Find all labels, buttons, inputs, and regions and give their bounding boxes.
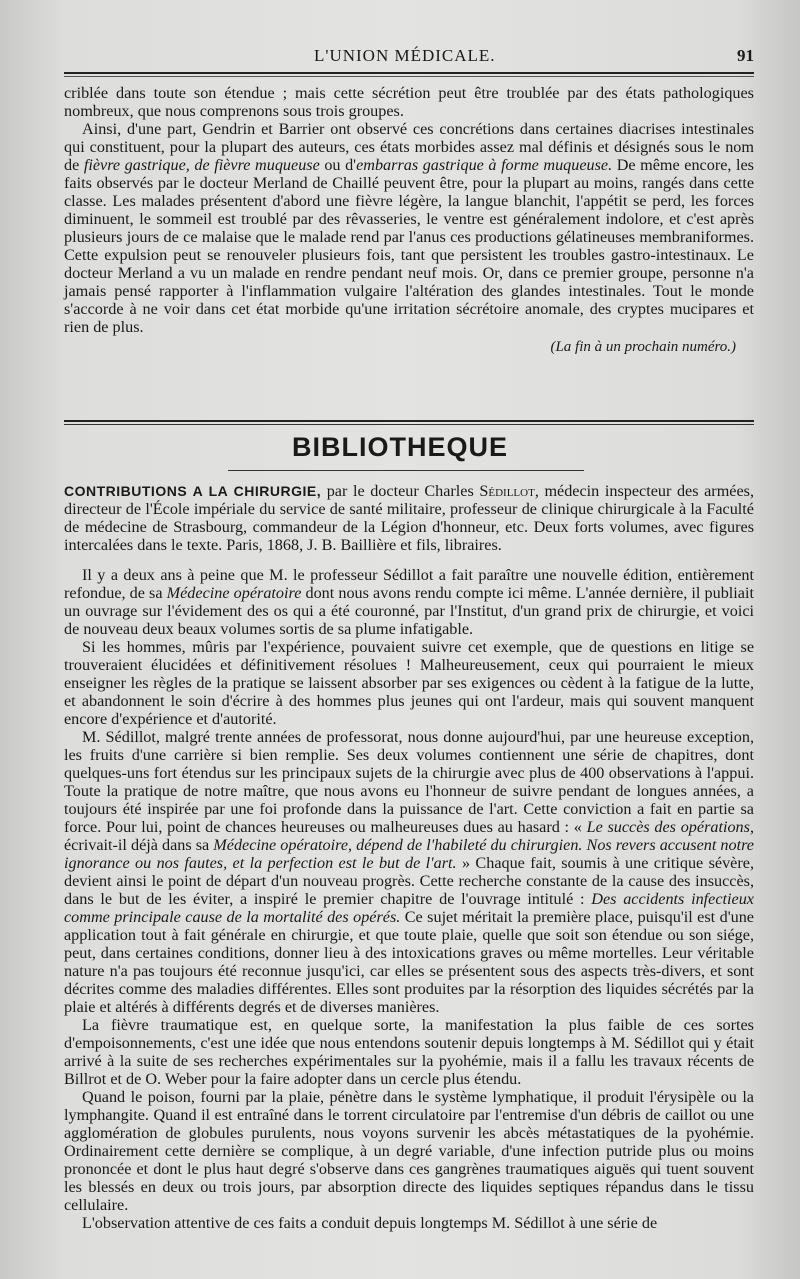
article-continuation (64, 84, 754, 356)
running-title: L'UNION MÉDICALE. (314, 46, 496, 65)
page-number: 91 (737, 46, 754, 65)
author-name: Sédillot (479, 482, 535, 500)
paragraph: La fièvre traumatique est, en quelque sorte, la manifestation la plus faible de ces sortes d'empoisonnements, c'est une idée que nous entendons soutenir depuis longtemps à M. Sédillot qui y était arrivé à la suite de ses recherches expérimentales sur la pyohémie, mais il a fallu les travaux récents de Billrot et de O. Weber pour la faire adopter dans un cercle plus étendu. (64, 1016, 754, 1088)
book-citation: CONTRIBUTIONS A LA CHIRURGIE, par le docteur Charles Sédillot, médecin inspecteur des armées, directeur de l'École impériale du service de santé militaire, professeur de clinique chirurgicale à la Faculté de médecine de Strasbourg, commandeur de la Légion d'honneur, etc. Deux forts volumes, avec figures intercalées dans le texte. Paris, 1868, J. B. Baillière et fils, libraires. (64, 482, 755, 554)
section-rule-thin (64, 424, 754, 425)
paragraph: Si les hommes, mûris par l'expérience, pouvaient suivre cet exemple, que de questions en litige se trouveraient élucidées et définitivement résolues ! Malheureusement, ceux qui pourraient le mieux enseigner les règles de la pratique se laissent absorber par ses exigences ou cèdent à la fatigue de la lutte, et abandonnent le soin d'écrire à des hommes plus jeunes qui ont l'ardeur, mais qui souvent manquent encore d'expérience et d'autorité. (64, 638, 754, 728)
section-rule (64, 420, 754, 422)
book-title: CONTRIBUTIONS A LA CHIRURGIE, (64, 483, 322, 499)
paragraph: M. Sédillot, malgré trente années de professorat, nous donne aujourd'hui, par une heureuse exception, les fruits d'une carrière si bien remplie. Ses deux volumes contiennent une série de chapitres, dont quelques-uns fort étendus sur les principaux sujets de la chirurgie avec plus de 400 observations à l'appui. Toute la pratique de notre maître, que nous avons eu l'honneur de suivre pendant de longues années, a toujours été inspirée par une foi profonde dans la puissance de l'art. Cette conviction a fait en partie sa force. Pour lui, point de chances heureuses ou malheureuses dues au hasard : « Le succès des opérations, écrivait-il déjà dans sa Médecine opératoire, dépend de l'habileté du chirurgien. Nos revers accusent notre ignorance ou nos fautes, et la perfection est le but de l'art. » Chaque fait, soumis à une critique sévère, devient ainsi le point de départ d'un nouveau progrès. Cette recherche constante de la cause des insuccès, dans le but de les éviter, a inspiré le premier chapitre de l'ouvrage intitulé : Des accidents infectieux comme principale cause de la mortalité des opérés. Ce sujet méritait la première place, puisqu'il est d'une application tout à fait générale en chirurgie, et que toute plaie, quelle que soit son étendue ou son siége, peut, dans certaines conditions, donner lieu à des intoxications graves ou même mortelles. Leur véritable nature n'a pas toujours été reconnue jusqu'ici, car elles se présentent sous des aspects très-divers, et sont décrites comme des maladies différentes. Elles sont produites par la résorption des liquides sécrétés par la plaie et altérés à différents degrés et de diverses manières. (64, 728, 754, 1016)
paragraph: L'observation attentive de ces faits a conduit depuis longtemps M. Sédillot à une série de (82, 1214, 658, 1232)
section-title: BIBLIOTHEQUE (291, 432, 508, 462)
header-rule (64, 72, 754, 74)
title-underline (228, 470, 584, 471)
page-header (64, 44, 754, 70)
book-review (64, 482, 754, 1232)
continuation-note: (La fin à un prochain numéro.) (550, 339, 736, 355)
paragraph: criblée dans toute son étendue ; mais cette sécrétion peut être troublée par des états pathologiques nombreux, que nous comprenons sous trois groupes. (64, 84, 754, 120)
paragraph: Quand le poison, fourni par la plaie, pénètre dans le système lymphatique, il produit l'érysipèle ou la lymphangite. Quand il est entraîné dans le torrent circulatoire par l'entremise d'un débris de caillot ou une agglomération de globules purulents, nous voyons survenir les abcès métastatiques de la pyohémie. Ordinairement cette dernière se complique, à un degré variable, d'une infection putride plus ou moins prononcée et dont le plus haut degré s'observe dans ces gangrènes traumatiques aiguës qui tuent souvent les blessés en deux ou trois jours, par absorption directe des liquides septiques répandus dans le tissu cellulaire. (64, 1088, 754, 1214)
paragraph: Il y a deux ans à peine que M. le professeur Sédillot a fait paraître une nouvelle édition, entièrement refondue, de sa Médecine opératoire dont nous avons rendu compte ici même. L'année dernière, il publiait un ouvrage sur l'évidement des os qui a été couronné, par l'Institut, d'un grand prix de chirurgie, et voici de nouveau deux beaux volumes sortis de sa plume infatigable. (64, 566, 754, 638)
header-rule-thin (64, 76, 754, 77)
paragraph: Ainsi, d'une part, Gendrin et Barrier ont observé ces concrétions dans certaines diacrises intestinales qui constituent, pour la plupart des auteurs, ces états morbides assez mal définis et désignés sous le nom de fièvre gastrique, de fièvre muqueuse ou d'embarras gastrique à forme muqueuse. De même encore, les faits observés par le docteur Merland de Chaillé peuvent être, pour la plupart au moins, rangés dans cette classe. Les malades présentent d'abord une fièvre légère, la langue blanchit, l'appétit se perd, les forces diminuent, le sommeil est troublé par des rêvasseries, le ventre est généralement indolore, et c'est après plusieurs jours de ce malaise que le malade rend par l'anus ces productions gélatineuses membraniformes. Cette expulsion peut se renouveler plusieurs fois, tant que persistent les troubles gastro-intestinaux. Le docteur Merland a vu un malade en rendre pendant neuf mois. Or, dans ce premier groupe, personne n'a jamais pensé rapporter à l'inflammation vulgaire l'altération des glandes intestinales. Tout le monde s'accorde à ne voir dans cet état morbide qu'une irritation sécrétoire anomale, des cryptes mucipares et rien de plus. (64, 120, 754, 336)
